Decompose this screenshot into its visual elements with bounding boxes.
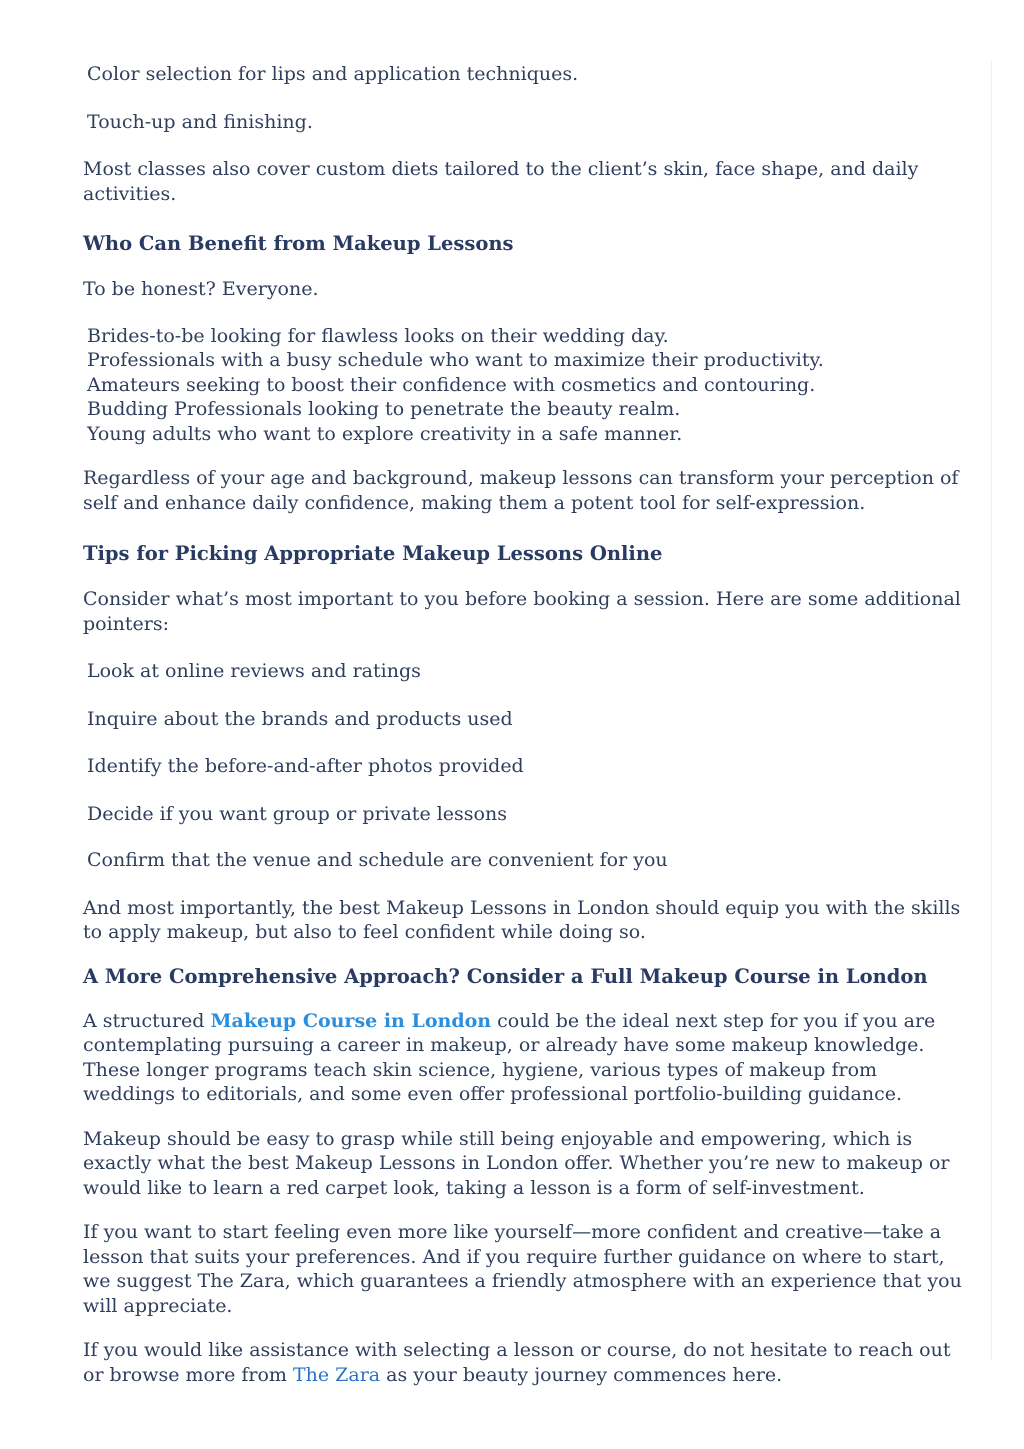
list-item: Decide if you want group or private lessons (87, 802, 507, 825)
paragraph-course-3: If you want to start feeling even more like yourself—more confident and creative—take a lesson that suits your preferences. And if you require further guidance on where to start, we suggest The Zara, which guarantees a friendly atmosphere with an experience that you will appreciate. (83, 1221, 962, 1317)
paragraph-custom-diets: Most classes also cover custom diets tailored to the client’s skin, face shape, and daily activities. (83, 158, 919, 205)
paragraph-benefit-closing: Regardless of your age and background, makeup lessons can transform your perception of self and enhance daily confidence, making them a potent tool for self-expression. (83, 467, 959, 514)
paragraph-tips-intro: Consider what’s most important to you before booking a session. Here are some additional pointers: (83, 588, 961, 635)
article-body (83, 62, 973, 1387)
list-item: Touch-up and finishing. (87, 110, 313, 133)
paragraph-benefit-intro: To be honest? Everyone. (83, 278, 319, 300)
text-segment: as your beauty journey commences here. (380, 1363, 783, 1386)
heading-tips: Tips for Picking Appropriate Makeup Lessons Online (83, 542, 663, 565)
page-edge-divider (991, 60, 992, 1360)
list-item: Inquire about the brands and products used (87, 707, 513, 730)
benefit-list (83, 324, 973, 447)
the-zara-link[interactable]: The Zara (292, 1363, 381, 1386)
paragraph-course-2: Makeup should be easy to grasp while still being enjoyable and empowering, which is exactly what the best Makeup Lessons in London offer. Whether you’re new to makeup or would like to learn a red carpet look, taking a lesson is a form of self-investment. (83, 1127, 950, 1199)
heading-course: A More Comprehensive Approach? Consider a Full Makeup Course in London (83, 964, 928, 988)
makeup-course-link[interactable]: Makeup Course in London (210, 1009, 492, 1032)
list-item: Look at online reviews and ratings (87, 660, 421, 682)
paragraph-tips-closing: And most importantly, the best Makeup Lessons in London should equip you with the skills to apply makeup, but also to feel confident while doing so. (83, 896, 961, 943)
list-item: Identify the before-and-after photos provided (87, 755, 524, 777)
text-segment: If you would like assistance with selecting a lesson or course, do not hesitate to reach out or browse more from (83, 1339, 951, 1386)
list-item: Budding Professionals looking to penetrate the beauty realm. (87, 398, 681, 420)
text-segment: could be the ideal next step for you if you are contemplating pursuing a career in makeup, or already have some makeup knowledge. These longer programs teach skin science, hygiene, various types of makeup from weddings to editorials, and some even offer professional portfolio-building guidance. (83, 1009, 936, 1105)
text-segment: A structured (83, 1009, 211, 1032)
heading-who-can-benefit: Who Can Benefit from Makeup Lessons (83, 232, 514, 255)
list-item: Color selection for lips and application techniques. (87, 63, 579, 85)
list-item: Professionals with a busy schedule who want to maximize their productivity. (87, 349, 824, 371)
list-item: Confirm that the venue and schedule are convenient for you (87, 849, 668, 871)
paragraph-course-intro (83, 1009, 973, 1107)
list-item: Young adults who want to explore creativity in a safe manner. (87, 422, 683, 445)
paragraph-course-4 (83, 1338, 973, 1387)
list-item: Amateurs seeking to boost their confidence with cosmetics and contouring. (87, 373, 816, 396)
list-item: Brides-to-be looking for flawless looks on their wedding day. (87, 324, 669, 347)
